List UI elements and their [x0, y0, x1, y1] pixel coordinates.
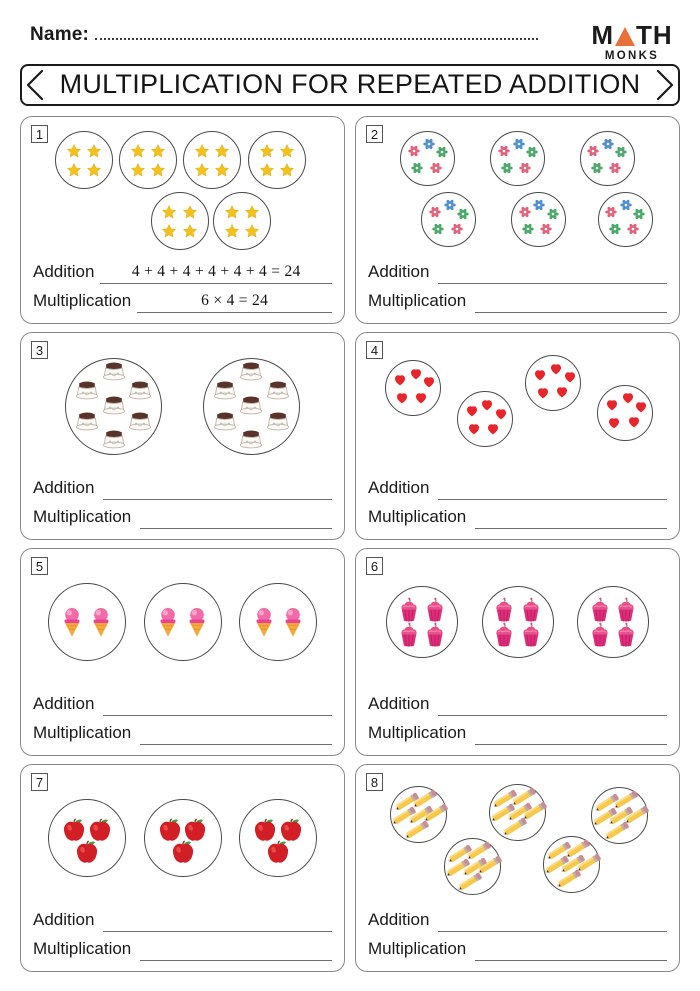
group-circle: [591, 787, 648, 844]
logo-letters-th: TH: [636, 20, 673, 50]
multiplication-label: Multiplication: [368, 507, 467, 526]
icecream-icon: [283, 607, 302, 638]
answer-lines: [368, 687, 667, 747]
star-icon: [86, 143, 101, 158]
addition-answer-row: [33, 471, 332, 500]
star-icon: [259, 143, 274, 158]
star-icon: [225, 223, 240, 238]
group-circle: [385, 360, 441, 416]
flower-icon: [428, 206, 441, 219]
star-icon: [182, 223, 197, 238]
group-circle: [482, 586, 554, 658]
addition-answer-row: [33, 687, 332, 716]
flower-icon: [450, 223, 463, 236]
title-banner-frame: [20, 64, 680, 106]
addition-label: Addition: [368, 694, 430, 713]
flower-icon: [620, 199, 633, 212]
flower-icon: [518, 206, 531, 219]
star-icon: [259, 162, 274, 177]
group-circle: [183, 131, 241, 189]
page-header: [0, 0, 700, 62]
addition-answer-blank[interactable]: [103, 694, 332, 716]
cupcake-icon: [614, 622, 639, 647]
flower-icon: [608, 223, 621, 236]
addition-answer-row: [33, 255, 332, 284]
multiplication-answer-row: [33, 932, 332, 961]
multiplication-label: Multiplication: [368, 291, 467, 310]
group-circle: [119, 131, 177, 189]
heart-icon: [393, 373, 407, 387]
heart-icon: [627, 415, 641, 429]
mathmonks-logo: [586, 22, 678, 63]
cupcake-icon: [614, 598, 639, 623]
group-items: [49, 584, 125, 660]
group-items: [66, 359, 161, 454]
group-items: [145, 584, 221, 660]
heart-icon: [634, 400, 648, 414]
pudding-icon: [99, 360, 128, 383]
multiplication-answer-blank[interactable]: [137, 291, 332, 313]
cupcake-icon: [492, 622, 517, 647]
multiplication-answer-text: 6 × 4 = 24: [201, 292, 269, 309]
pudding-icon: [210, 411, 239, 434]
answer-lines: [33, 255, 332, 315]
star-icon: [215, 162, 230, 177]
addition-answer-blank[interactable]: [103, 910, 332, 932]
multiplication-answer-blank[interactable]: [140, 507, 332, 529]
pudding-icon: [210, 379, 239, 402]
name-input-line[interactable]: [95, 28, 538, 40]
problem-number-badge: 7: [31, 773, 48, 791]
problem-illustration: [33, 341, 332, 471]
problem-number-badge: 8: [366, 773, 383, 791]
flower-icon: [408, 145, 421, 158]
addition-answer-blank[interactable]: [438, 910, 667, 932]
group-circle: [421, 192, 476, 247]
problem-card-7: [20, 764, 345, 972]
cupcake-icon: [423, 622, 448, 647]
multiplication-answer-row: [368, 932, 667, 961]
group-circle: [213, 192, 271, 250]
pudding-icon: [126, 411, 155, 434]
cupcake-icon: [396, 598, 421, 623]
group-items: [401, 132, 454, 185]
multiplication-label: Multiplication: [33, 723, 132, 742]
answer-lines: [368, 903, 667, 963]
flower-icon: [500, 162, 513, 175]
flower-icon: [627, 223, 640, 236]
group-items: [445, 839, 500, 894]
star-icon: [162, 223, 177, 238]
star-icon: [279, 143, 294, 158]
cupcake-icon: [423, 598, 448, 623]
addition-answer-text: 4 + 4 + 4 + 4 + 4 + 4 = 24: [131, 263, 301, 280]
page-title: MULTIPLICATION FOR REPEATED ADDITION: [59, 68, 641, 99]
problem-illustration: [368, 341, 667, 471]
group-circle: [444, 838, 501, 895]
problem-illustration: [368, 773, 667, 903]
heart-icon: [605, 398, 619, 412]
group-items: [490, 785, 545, 840]
flower-icon: [411, 162, 424, 175]
cupcake-icon: [396, 622, 421, 647]
addition-answer-blank[interactable]: [103, 478, 332, 500]
group-items: [598, 386, 652, 440]
flower-icon: [609, 162, 622, 175]
group-circle: [151, 192, 209, 250]
problem-number-badge: 3: [31, 341, 48, 359]
multiplication-answer-row: [368, 500, 667, 529]
heart-icon: [563, 370, 577, 384]
flower-icon: [422, 137, 435, 150]
heart-icon: [467, 422, 481, 436]
flower-icon: [525, 146, 538, 159]
logo-subtext: MONKS: [604, 50, 660, 62]
star-icon: [279, 162, 294, 177]
heart-icon: [486, 422, 500, 436]
group-circle: [144, 799, 222, 877]
cupcake-icon: [492, 598, 517, 623]
heart-icon: [480, 398, 494, 412]
pudding-icon: [73, 379, 102, 402]
multiplication-label: Multiplication: [368, 939, 467, 958]
apple-icon: [170, 839, 196, 865]
icecream-icon: [92, 607, 111, 638]
banner-right-chevron-icon: [656, 70, 678, 100]
logo-letter-m: M: [591, 20, 614, 50]
star-icon: [245, 204, 260, 219]
addition-label: Addition: [33, 262, 95, 281]
group-items: [578, 587, 648, 657]
addition-answer-blank[interactable]: [438, 478, 667, 500]
multiplication-answer-blank[interactable]: [475, 291, 667, 313]
heart-icon: [465, 404, 479, 418]
flower-icon: [602, 137, 615, 150]
flower-icon: [457, 207, 470, 220]
heart-icon: [533, 368, 547, 382]
group-circle: [65, 358, 162, 455]
group-items: [214, 193, 270, 249]
addition-answer-blank[interactable]: [438, 694, 667, 716]
flower-icon: [533, 199, 546, 212]
flower-icon: [436, 146, 449, 159]
addition-answer-blank[interactable]: [438, 262, 667, 284]
pudding-icon: [126, 379, 155, 402]
icecream-icon: [158, 607, 177, 638]
cupcake-icon: [518, 622, 543, 647]
flower-icon: [512, 137, 525, 150]
group-items: [240, 584, 316, 660]
flower-icon: [633, 207, 646, 220]
group-items: [152, 193, 208, 249]
group-circle: [525, 355, 581, 411]
group-circle: [390, 786, 447, 843]
problem-number-badge: 2: [366, 125, 383, 143]
group-items: [49, 800, 125, 876]
addition-label: Addition: [33, 694, 95, 713]
multiplication-answer-row: [368, 716, 667, 745]
heart-icon: [494, 407, 508, 421]
group-items: [240, 800, 316, 876]
group-circle: [543, 836, 600, 893]
multiplication-answer-blank[interactable]: [140, 939, 332, 961]
group-items: [592, 788, 647, 843]
group-items: [483, 587, 553, 657]
worksheet-title-banner: [20, 64, 680, 106]
pudding-icon: [263, 379, 292, 402]
pudding-icon: [99, 429, 128, 452]
answer-lines: [33, 903, 332, 963]
cupcake-icon: [518, 598, 543, 623]
flower-icon: [443, 199, 456, 212]
group-items: [249, 132, 305, 188]
multiplication-answer-blank[interactable]: [475, 939, 667, 961]
answer-lines: [368, 255, 667, 315]
flower-icon: [432, 223, 445, 236]
cupcake-icon: [587, 622, 612, 647]
icecream-icon: [63, 607, 82, 638]
group-items: [204, 359, 299, 454]
group-circle: [400, 131, 455, 186]
flower-icon: [540, 223, 553, 236]
problem-card-5: [20, 548, 345, 756]
star-icon: [151, 162, 166, 177]
flower-icon: [587, 145, 600, 158]
group-circle: [239, 583, 317, 661]
flower-icon: [546, 207, 559, 220]
star-icon: [225, 204, 240, 219]
star-icon: [66, 162, 81, 177]
heart-icon: [395, 391, 409, 405]
multiplication-answer-blank[interactable]: [475, 507, 667, 529]
group-circle: [248, 131, 306, 189]
answer-lines: [33, 687, 332, 747]
addition-label: Addition: [33, 478, 95, 497]
group-items: [56, 132, 112, 188]
group-circle: [577, 586, 649, 658]
group-circle: [580, 131, 635, 186]
group-items: [458, 392, 512, 446]
flower-icon: [605, 206, 618, 219]
group-circle: [144, 583, 222, 661]
group-items: [512, 193, 565, 246]
addition-answer-row: [368, 471, 667, 500]
problem-number-badge: 1: [31, 125, 48, 143]
addition-label: Addition: [33, 910, 95, 929]
addition-answer-row: [368, 255, 667, 284]
cupcake-icon: [587, 598, 612, 623]
problem-number-badge: 5: [31, 557, 48, 575]
group-circle: [203, 358, 300, 455]
star-icon: [162, 204, 177, 219]
group-circle: [457, 391, 513, 447]
apple-icon: [74, 839, 100, 865]
multiplication-label: Multiplication: [33, 507, 132, 526]
problem-card-4: [355, 332, 680, 540]
addition-label: Addition: [368, 262, 430, 281]
star-icon: [195, 162, 210, 177]
apple-icon: [265, 839, 291, 865]
group-items: [491, 132, 544, 185]
group-circle: [386, 586, 458, 658]
banner-left-chevron-icon: [22, 70, 44, 100]
star-icon: [66, 143, 81, 158]
problem-illustration: [368, 557, 667, 687]
answer-lines: [368, 471, 667, 531]
pudding-icon: [237, 360, 266, 383]
problem-card-3: [20, 332, 345, 540]
name-field-row: [30, 22, 586, 46]
heart-icon: [414, 391, 428, 405]
star-icon: [215, 143, 230, 158]
heart-icon: [555, 385, 569, 399]
star-icon: [151, 143, 166, 158]
group-circle: [48, 583, 126, 661]
flower-icon: [429, 162, 442, 175]
multiplication-label: Multiplication: [33, 939, 132, 958]
triangle-icon: [615, 27, 635, 46]
star-icon: [195, 143, 210, 158]
heart-icon: [549, 362, 563, 376]
answer-lines: [33, 471, 332, 531]
problems-grid: [20, 116, 680, 972]
pudding-icon: [99, 395, 128, 418]
star-icon: [245, 223, 260, 238]
group-items: [184, 132, 240, 188]
icecream-icon: [254, 607, 273, 638]
multiplication-label: Multiplication: [368, 723, 467, 742]
problem-illustration: [33, 773, 332, 903]
addition-answer-blank[interactable]: [100, 262, 332, 284]
name-label: Name:: [30, 24, 90, 45]
star-icon: [131, 162, 146, 177]
heart-icon: [607, 416, 621, 430]
group-circle: [48, 799, 126, 877]
group-circle: [239, 799, 317, 877]
group-circle: [598, 192, 653, 247]
heart-icon: [422, 375, 436, 389]
star-icon: [182, 204, 197, 219]
problem-number-badge: 6: [366, 557, 383, 575]
group-circle: [511, 192, 566, 247]
icecream-icon: [187, 607, 206, 638]
addition-label: Addition: [368, 478, 430, 497]
group-items: [391, 787, 446, 842]
addition-answer-row: [368, 687, 667, 716]
multiplication-answer-blank[interactable]: [475, 723, 667, 745]
group-circle: [597, 385, 653, 441]
multiplication-answer-blank[interactable]: [140, 723, 332, 745]
problem-card-1: [20, 116, 345, 324]
problem-card-8: [355, 764, 680, 972]
group-items: [387, 587, 457, 657]
flower-icon: [521, 223, 534, 236]
addition-label: Addition: [368, 910, 430, 929]
problem-illustration: [368, 125, 667, 255]
group-circle: [55, 131, 113, 189]
group-items: [599, 193, 652, 246]
heart-icon: [409, 367, 423, 381]
pudding-icon: [263, 411, 292, 434]
problem-card-2: [355, 116, 680, 324]
flower-icon: [615, 146, 628, 159]
group-items: [145, 800, 221, 876]
group-items: [544, 837, 599, 892]
heart-icon: [621, 391, 635, 405]
pudding-icon: [237, 429, 266, 452]
logo-wordmark: [586, 22, 678, 48]
heart-icon: [536, 386, 550, 400]
problem-illustration: [33, 557, 332, 687]
addition-answer-row: [33, 903, 332, 932]
multiplication-answer-row: [33, 500, 332, 529]
group-items: [120, 132, 176, 188]
multiplication-label: Multiplication: [33, 291, 132, 310]
problem-number-badge: 4: [366, 341, 383, 359]
problem-illustration: [33, 125, 332, 255]
group-items: [386, 361, 440, 415]
addition-answer-row: [368, 903, 667, 932]
flower-icon: [519, 162, 532, 175]
pudding-icon: [237, 395, 266, 418]
multiplication-answer-row: [368, 284, 667, 313]
group-items: [526, 356, 580, 410]
multiplication-answer-row: [33, 284, 332, 313]
flower-icon: [590, 162, 603, 175]
group-items: [581, 132, 634, 185]
pudding-icon: [73, 411, 102, 434]
group-items: [422, 193, 475, 246]
group-circle: [489, 784, 546, 841]
problem-card-6: [355, 548, 680, 756]
star-icon: [131, 143, 146, 158]
group-circle: [490, 131, 545, 186]
multiplication-answer-row: [33, 716, 332, 745]
flower-icon: [497, 145, 510, 158]
star-icon: [86, 162, 101, 177]
